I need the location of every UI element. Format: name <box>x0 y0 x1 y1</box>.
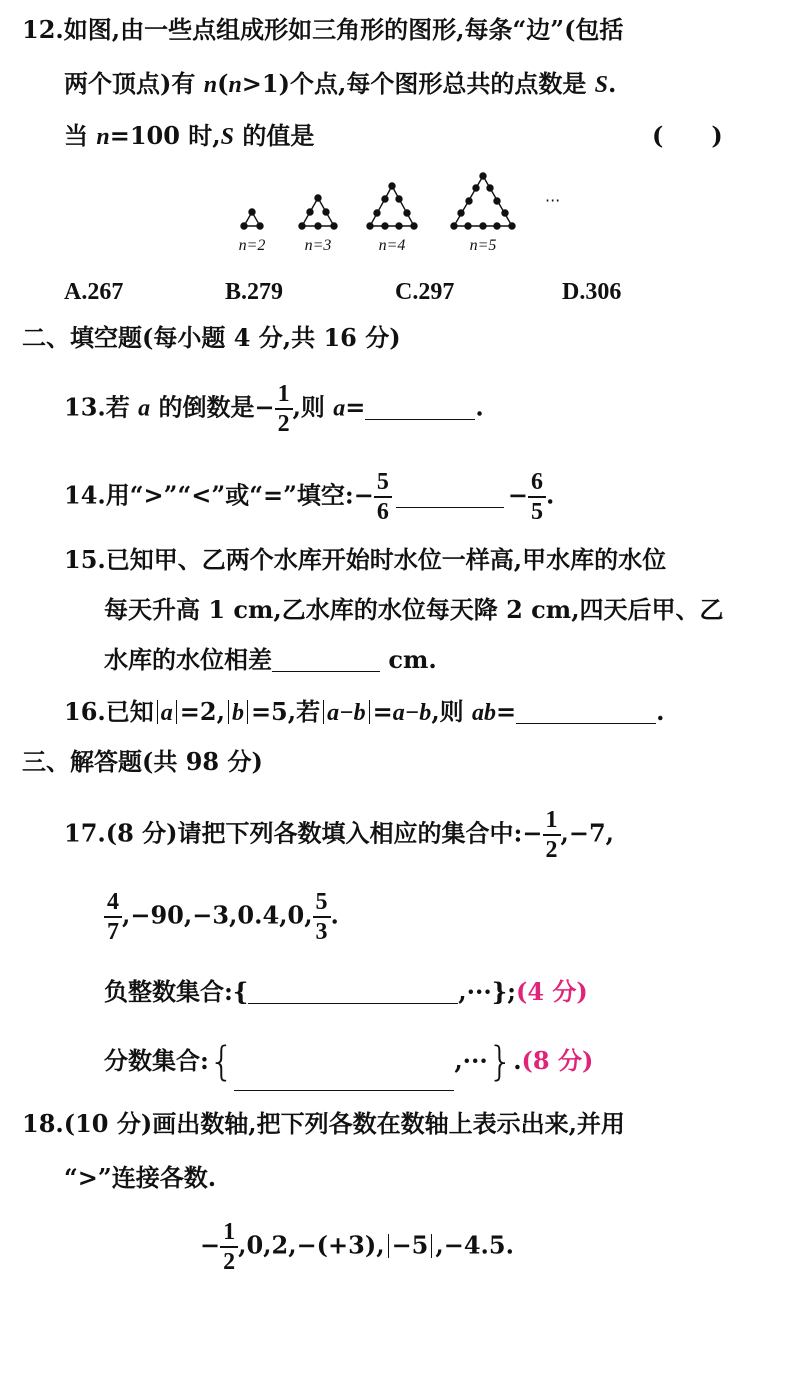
option-c: C.297 <box>395 279 455 305</box>
answer-blank-fraction[interactable] <box>234 1090 454 1091</box>
answer-blank-13[interactable] <box>365 419 475 420</box>
q12-line1: 12.如图,由一些点组成形如三角形的图形,每条“边”(包括 <box>22 15 624 44</box>
q17-set2: 分数集合:{ ,···}.(8 分) <box>104 1042 593 1091</box>
label-n5: n=5 <box>469 237 497 254</box>
q15-line2: 每天升高 1 cm,乙水库的水位每天降 2 cm,四天后甲、乙 <box>104 595 724 624</box>
q12-line2: 两个顶点)有 n(n>1)个点,每个图形总共的点数是 S. <box>64 69 617 98</box>
q13: 13.若 a 的倒数是− $\frac{1}{2}$ ,则 a= . <box>64 381 484 437</box>
q16: 16.已知 a =2, b =5,若 a−b =a−b,则 ab= . <box>64 697 665 726</box>
option-a: A.267 <box>64 279 124 305</box>
label-n2: n=2 <box>238 237 266 254</box>
option-d: D.306 <box>562 279 622 305</box>
q17-line1: 17.(8 分)请把下列各数填入相应的集合中:− $\frac{1}{2}$ ,−7, <box>64 807 615 863</box>
section-2-title: 二、填空题(每小题 4 分,共 16 分) <box>22 323 401 352</box>
triangle-n3 <box>299 195 337 229</box>
q12-line3: 当 n=100 时,S 的值是 <box>64 121 315 150</box>
triangle-n5 <box>451 173 515 229</box>
option-b: B.279 <box>225 279 284 305</box>
answer-blank-15[interactable] <box>272 671 380 672</box>
q17-line2: $\frac{4}{7}$ ,−90,−3,0.4,0, $\frac{5}{3}$ . <box>104 890 339 944</box>
q17-set1: 负整数集合:{ ,···};(4 分) <box>104 977 588 1006</box>
triangle-n2 <box>241 209 263 229</box>
q14: 14.用“>”“<”或“=”填空:− $\frac{5}{6}$ − $\frac{6}{5}$ . <box>64 469 555 525</box>
answer-paren: ( ) <box>652 121 723 150</box>
label-n4: n=4 <box>378 237 406 254</box>
q18-line2: “>”连接各数. <box>64 1163 217 1192</box>
answer-blank-16[interactable] <box>516 723 656 724</box>
section-3-title: 三、解答题(共 98 分) <box>22 747 263 776</box>
q18-numbers: − $\frac{1}{2}$ ,0,2,−(+3), −5 ,−4.5. <box>200 1219 514 1275</box>
triangle-dots-figure <box>225 168 575 260</box>
q18-line1: 18.(10 分)画出数轴,把下列各数在数轴上表示出来,并用 <box>22 1109 625 1138</box>
triangle-n4 <box>367 183 417 229</box>
label-n3: n=3 <box>304 237 332 254</box>
q15-line1: 15.已知甲、乙两个水库开始时水位一样高,甲水库的水位 <box>64 545 667 574</box>
q15-line3: 水库的水位相差 cm. <box>104 645 437 674</box>
answer-blank-neg-int[interactable] <box>248 1003 458 1004</box>
answer-blank-14[interactable] <box>396 507 504 508</box>
figure-ellipsis: ··· <box>545 191 561 210</box>
